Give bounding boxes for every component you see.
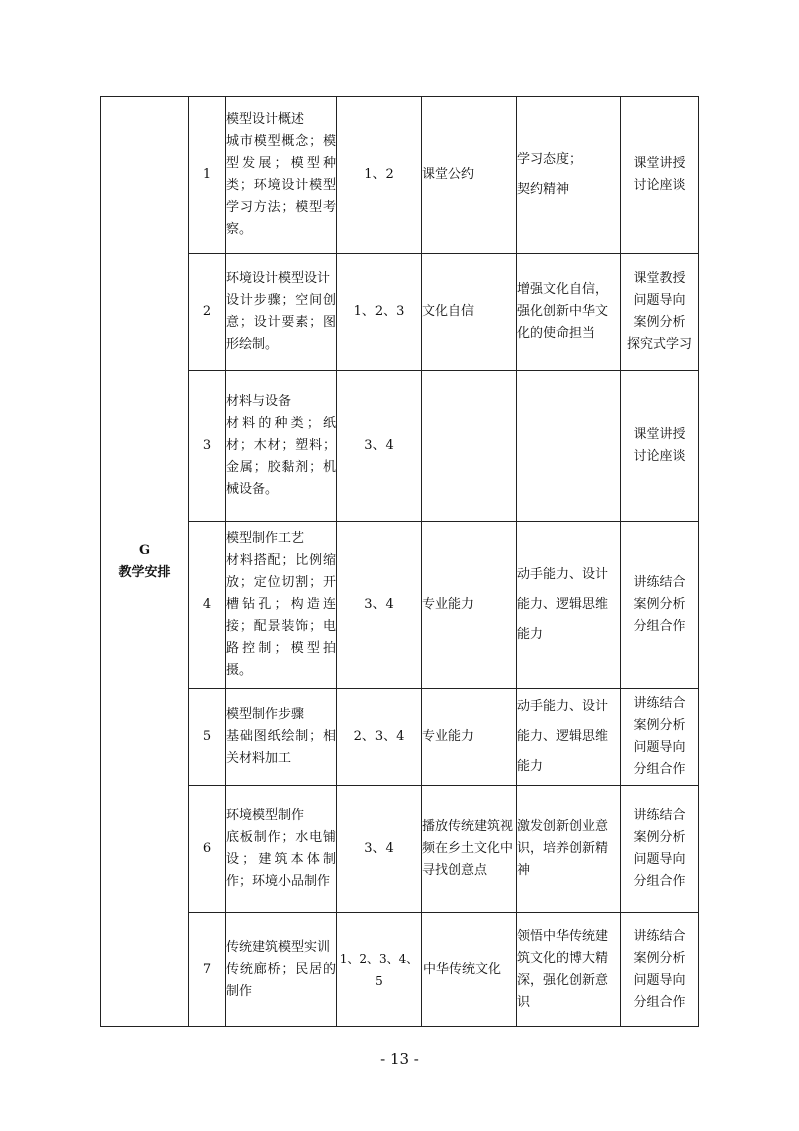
row-ideology: 课堂公约 <box>422 97 517 254</box>
row-number: 4 <box>189 522 226 689</box>
row-title: 模型制作步骤 <box>226 707 305 722</box>
row-methods <box>621 913 699 1027</box>
row-ideology: 专业能力 <box>422 522 517 689</box>
method-item: 分组合作 <box>633 762 686 777</box>
table-row <box>101 913 699 1027</box>
row-detail: 城市模型概念；模型发展；模型种类；环境设计模型学习方法；模型考察。 <box>226 134 336 237</box>
row-methods <box>621 522 699 689</box>
row-ideology: 播放传统建筑视频在乡土文化中寻找创意点 <box>422 786 517 913</box>
method-item: 案例分析 <box>633 830 686 845</box>
row-detail: 材料搭配；比例缩放；定位切割；开槽钻孔；构造连接；配景装饰；电路控制；模型拍摄。 <box>226 553 336 678</box>
row-title: 传统建筑模型实训 <box>226 939 331 955</box>
row-objectives: 3、4 <box>337 371 422 522</box>
method-item: 案例分析 <box>633 597 686 612</box>
method-item: 讲练结合 <box>633 575 686 590</box>
row-number: 7 <box>189 913 226 1027</box>
row-content <box>226 371 337 522</box>
row-ideology <box>422 371 517 522</box>
teaching-arrangement-table <box>100 96 699 1027</box>
section-title: 教学安排 <box>118 564 171 580</box>
row-content <box>226 97 337 254</box>
row-ideology: 专业能力 <box>422 689 517 786</box>
row-goal: 领悟中华传统建筑文化的博大精深，强化创新意识 <box>517 913 621 1027</box>
section-letter: G <box>138 542 151 558</box>
method-item: 问题导向 <box>633 293 686 308</box>
method-item: 案例分析 <box>633 718 686 733</box>
row-objectives: 2、3、4 <box>337 689 422 786</box>
table-row <box>101 786 699 913</box>
method-item: 分组合作 <box>633 619 686 634</box>
method-item: 课堂教授 <box>633 271 686 286</box>
row-detail: 底板制作；水电铺设；建筑本体制作；环境小品制作 <box>226 830 336 889</box>
method-item: 讲练结合 <box>633 696 686 711</box>
row-number: 5 <box>189 689 226 786</box>
row-number: 2 <box>189 254 226 371</box>
method-item: 问题导向 <box>633 852 686 867</box>
row-goal: 激发创新创业意识，培养创新精神 <box>517 786 621 913</box>
row-content <box>226 913 337 1027</box>
row-detail: 材料的种类；纸材；木材；塑料；金属；胶黏剂；机械设备。 <box>226 416 336 497</box>
row-title: 模型设计概述 <box>226 112 305 127</box>
row-objectives: 1、2、3、4、5 <box>337 913 422 1027</box>
row-content <box>226 254 337 371</box>
method-item: 讨论座谈 <box>633 449 686 464</box>
row-title: 环境模型制作 <box>226 808 305 823</box>
row-objectives: 3、4 <box>337 522 422 689</box>
method-item: 分组合作 <box>633 874 686 889</box>
method-item: 探究式学习 <box>626 337 692 352</box>
row-detail: 设计步骤；空间创意；设计要素；图形绘制。 <box>226 293 336 352</box>
row-objectives: 3、4 <box>337 786 422 913</box>
table-row <box>101 522 699 689</box>
method-item: 课堂讲授 <box>633 427 686 442</box>
row-methods <box>621 689 699 786</box>
section-cell <box>101 97 189 1027</box>
row-objectives: 1、2 <box>337 97 422 254</box>
row-content <box>226 689 337 786</box>
row-objectives: 1、2、3 <box>337 254 422 371</box>
row-methods <box>621 786 699 913</box>
row-title: 材料与设备 <box>226 394 292 409</box>
page-number: - 13 - <box>380 1050 419 1068</box>
row-ideology: 文化自信 <box>422 254 517 371</box>
row-goal: 增强文化自信，强化创新中华文化的使命担当 <box>517 254 621 371</box>
row-goal-line: 学习态度； 契约精神 <box>517 152 583 197</box>
method-item: 讲练结合 <box>633 808 686 823</box>
row-detail: 传统廊桥；民居的制作 <box>226 961 336 999</box>
row-goal <box>517 371 621 522</box>
table-row <box>101 371 699 522</box>
row-number: 6 <box>189 786 226 913</box>
method-item: 分组合作 <box>633 994 686 1010</box>
method-item: 讨论座谈 <box>633 178 686 193</box>
method-item: 课堂讲授 <box>633 156 686 171</box>
method-item: 讲练结合 <box>633 928 686 944</box>
table-row <box>101 254 699 371</box>
method-item: 案例分析 <box>633 315 686 330</box>
row-content <box>226 786 337 913</box>
row-content <box>226 522 337 689</box>
row-goal: 动手能力、设计能力、逻辑思维能力 <box>517 522 621 689</box>
table-row <box>101 97 699 254</box>
table-row <box>101 689 699 786</box>
method-item: 案例分析 <box>633 950 686 966</box>
row-methods <box>621 97 699 254</box>
row-goal <box>517 97 621 254</box>
row-ideology: 中华传统文化 <box>422 913 517 1027</box>
row-goal: 动手能力、设计能力、逻辑思维能力 <box>517 689 621 786</box>
method-item: 问题导向 <box>633 740 686 755</box>
row-methods <box>621 254 699 371</box>
row-number: 3 <box>189 371 226 522</box>
row-title: 环境设计模型设计 <box>226 271 331 286</box>
method-item: 问题导向 <box>633 972 686 988</box>
row-detail: 基础图纸绘制；相关材料加工 <box>226 729 336 766</box>
row-title: 模型制作工艺 <box>226 531 305 546</box>
row-number: 1 <box>189 97 226 254</box>
row-methods <box>621 371 699 522</box>
